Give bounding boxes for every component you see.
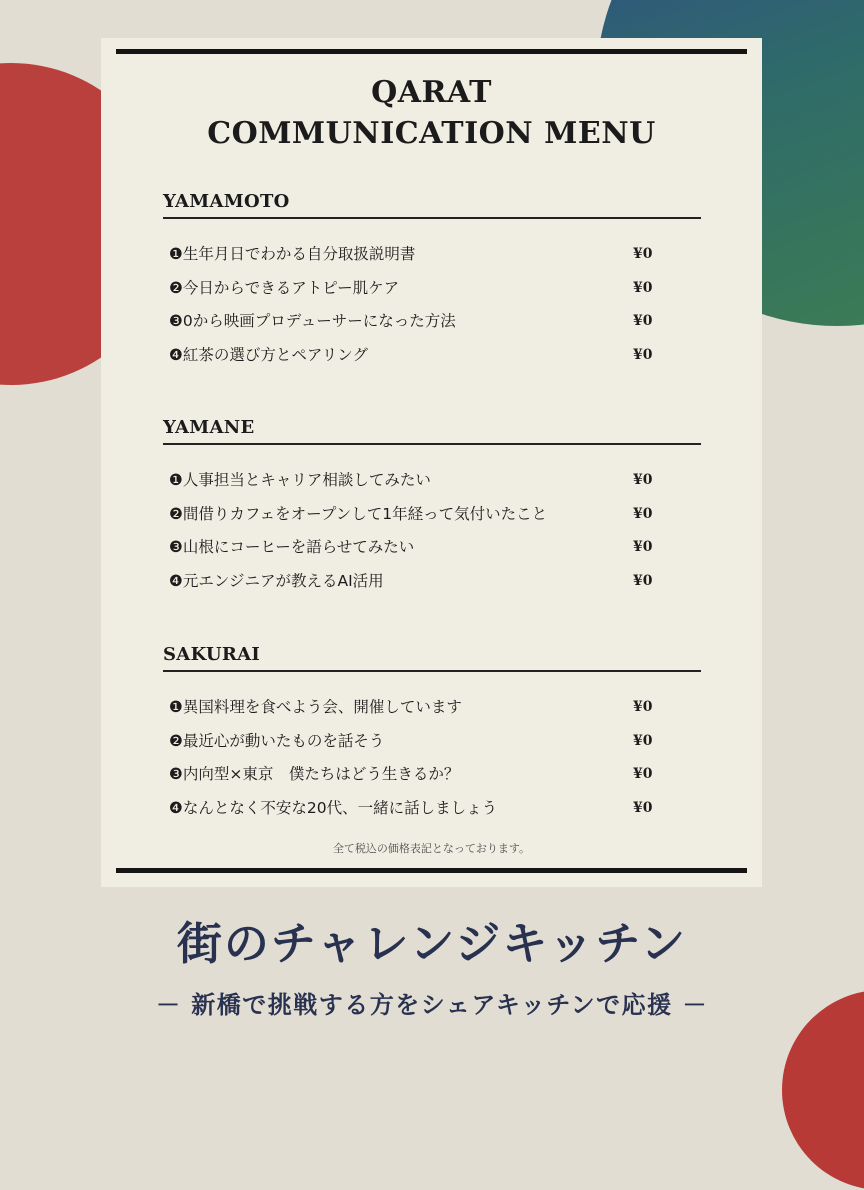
menu-item-price: ¥0 bbox=[633, 799, 653, 816]
kitchen-subtitle: － 新橋で挑戦する方をシェアキッチンで応援 － bbox=[155, 991, 709, 1019]
menu-title-line2: COMMUNICATION MENU bbox=[207, 116, 656, 151]
menu-item-title: ❷今日からできるアトピー肌ケア bbox=[169, 278, 400, 297]
menu-item-price: ¥0 bbox=[633, 313, 653, 329]
menu-top-rule bbox=[116, 49, 747, 54]
menu-item bbox=[163, 694, 701, 728]
menu-item-list bbox=[163, 241, 701, 375]
menu-item bbox=[163, 241, 701, 275]
menu-card bbox=[101, 38, 762, 887]
menu-item-title: ❸内向型×東京 僕たちはどう生きるか？ bbox=[169, 765, 460, 783]
menu-item-title: ❹元エンジニアが教えるAI活用 bbox=[169, 571, 384, 590]
menu-item bbox=[163, 534, 701, 568]
section-heading: YAMANE bbox=[163, 417, 255, 438]
menu-item bbox=[163, 342, 701, 376]
menu-item-price: ¥0 bbox=[633, 732, 653, 749]
menu-item-title: ❶生年月日でわかる自分取扱説明書 bbox=[169, 245, 416, 263]
menu-item bbox=[163, 275, 701, 309]
menu-section-sakurai bbox=[163, 640, 701, 828]
menu-item-title: ❸山根にコーヒーを語らせてみたい bbox=[169, 538, 415, 556]
menu-item-title: ❸0から映画プロデューサーになった方法 bbox=[169, 312, 456, 330]
menu-item bbox=[163, 568, 701, 602]
menu-item bbox=[163, 728, 701, 762]
menu-item-price: ¥0 bbox=[633, 346, 653, 363]
menu-bottom-rule bbox=[116, 868, 747, 873]
section-heading: YAMAMOTO bbox=[163, 191, 290, 212]
menu-item bbox=[163, 761, 701, 795]
menu-item bbox=[163, 467, 701, 501]
section-rule bbox=[163, 443, 701, 445]
menu-item-title: ❶人事担当とキャリア相談してみたい bbox=[169, 471, 431, 489]
menu-item-title: ❷最近心が動いたものを話そう bbox=[169, 731, 385, 750]
menu-title bbox=[101, 72, 762, 154]
menu-item bbox=[163, 501, 701, 535]
menu-item-price: ¥0 bbox=[633, 766, 653, 782]
menu-item bbox=[163, 795, 701, 829]
menu-item-title: ❹なんとなく不安な20代、一緒に話しましょう bbox=[169, 798, 498, 817]
section-heading: SAKURAI bbox=[163, 644, 261, 665]
menu-item-list bbox=[163, 467, 701, 601]
menu-title-line1: QARAT bbox=[371, 75, 492, 110]
menu-item-price: ¥0 bbox=[633, 246, 653, 262]
menu-item-title: ❹紅茶の選び方とペアリング bbox=[169, 345, 368, 364]
section-rule bbox=[163, 670, 701, 672]
menu-item-price: ¥0 bbox=[633, 699, 653, 715]
section-rule bbox=[163, 217, 701, 219]
menu-item-title: ❶異国料理を食べよう会、開催しています bbox=[169, 698, 462, 716]
tax-note: 全て税込の価格表記となっております。 bbox=[332, 842, 531, 855]
menu-section-yamane bbox=[163, 413, 701, 601]
menu-item-price: ¥0 bbox=[633, 505, 653, 522]
menu-item-price: ¥0 bbox=[633, 572, 653, 589]
menu-section-yamamoto bbox=[163, 187, 701, 375]
menu-item-list bbox=[163, 694, 701, 828]
menu-item-price: ¥0 bbox=[633, 472, 653, 488]
kitchen-title: 街のチャレンジキッチン bbox=[176, 917, 688, 970]
menu-item-price: ¥0 bbox=[633, 279, 653, 296]
menu-item-title: ❷間借りカフェをオープンして1年経って気付いたこと bbox=[169, 504, 548, 523]
menu-item-price: ¥0 bbox=[633, 539, 653, 555]
menu-item bbox=[163, 308, 701, 342]
